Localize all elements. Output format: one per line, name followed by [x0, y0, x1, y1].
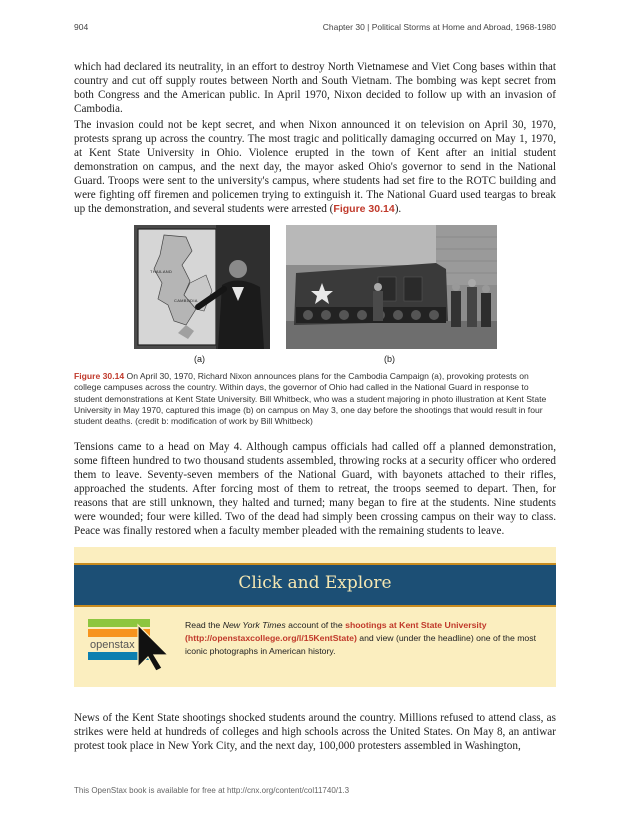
click-explore-text-1: Read the: [185, 620, 223, 630]
paragraph-4: News of the Kent State shootings shocked students around the country. Millions refused to attend class, as strikes were held at hundreds of colleges and high schools across the United States. On May 8, an antiwar protest took place in New York City, and the next day, 100,000 protesters assembled in Washington,: [74, 712, 556, 752]
figure-photo-b: [286, 225, 497, 349]
page-footer: This OpenStax book is available for free at http://cnx.org/content/col11740/1.3: [74, 786, 350, 795]
paragraph-2-text: The invasion could not be kept secret, and when Nixon announced it on television on April 30, 1970, protests sprang up across the country. The most tragic and politically damaging occurred on May 1, 1970, at Kent State University in Ohio. Violence erupted in the town of Kent after an initial student demonstration on campus, and the next day, the mayor asked Ohio's governor to send in the National Guard. Troops were sent to the university's campus, where students had set fire to the ROTC building and were fighting off firemen and policemen trying to extinguish it. The National Guard used teargas to break up the demonstration, and several students were arrested (: [74, 119, 556, 215]
page-number: 904: [74, 22, 89, 32]
figure-reference-link[interactable]: Figure 30.14: [333, 203, 395, 215]
nixon-map-illustration: [134, 225, 270, 349]
paragraph-3: Tensions came to a head on May 4. Although campus officials had called off a planned demonstration, some fifteen hundred to two thousand students assembled, throwing rocks at a security officer who ordered them to leave. Seventy-seven members of the National Guard, with bayonets attached to their rifles, approached the students. After forcing most of them to retreat, the troops seemed to depart. Then, for reasons that are still unknown, they halted and turned; many began to fire at the students. Nine students were wounded; four were killed. Two of the dead had simply been crossing campus on their way to class. Peace was finally restored when a faculty member pleaded with the remaining students to leave.: [74, 441, 556, 537]
paragraph-2: [74, 118, 556, 216]
paragraph-1: which had declared its neutrality, in an effort to destroy North Vietnamese and Viet Cong bases within that country and cut off supply routes between North and South Vietnam. The bombing was kept secret from both Congress and the American public. In April 1970, Nixon decided to follow up with an invasion of Cambodia.: [74, 61, 556, 115]
figure-caption-number: Figure 30.14: [74, 371, 125, 381]
figure-caption-text: On April 30, 1970, Richard Nixon announces plans for the Cambodia Campaign (a), provoking protests on college campuses across the country. Within days, the governor of Ohio had called in the National Guard in response to student demonstrations at Kent State University. Bill Whitbeck, who was a student majoring in photo illustration at Kent State University in May 1970, captured this image (b) on campus on May 3, one day before the shootings that would result in four student deaths. (credit b: modification of work by Bill Whitbeck): [74, 371, 547, 427]
map-label-cambodia: CAMBODIA: [174, 298, 198, 303]
map-label-thailand: THAILAND: [150, 269, 173, 274]
figure-caption: [74, 371, 556, 427]
click-explore-title: Click and Explore: [238, 573, 392, 593]
figure-label-b: (b): [384, 354, 395, 364]
kent-state-link[interactable]: shootings at Kent State University (http://openstaxcollege.org/l/15KentState): [185, 620, 487, 643]
click-explore-text-3: and view (under the headline) one of the most iconic photographs in American history.: [185, 633, 537, 656]
click-explore-box: [74, 547, 556, 687]
paragraph-2-end: ).: [394, 203, 402, 215]
figure-photo-a: [134, 225, 270, 349]
openstax-logo-text: openstax: [90, 639, 135, 651]
click-explore-text-italic: New York Times: [222, 620, 286, 630]
chapter-header: Chapter 30 | Political Storms at Home and Abroad, 1968-1980: [322, 22, 556, 32]
click-explore-banner: [74, 563, 556, 607]
click-explore-text: [185, 619, 540, 658]
click-explore-text-2: account of the: [285, 620, 346, 630]
kent-state-tank-illustration: [286, 225, 497, 349]
figure-label-a: (a): [194, 354, 205, 364]
openstax-cursor-logo: [88, 615, 178, 671]
